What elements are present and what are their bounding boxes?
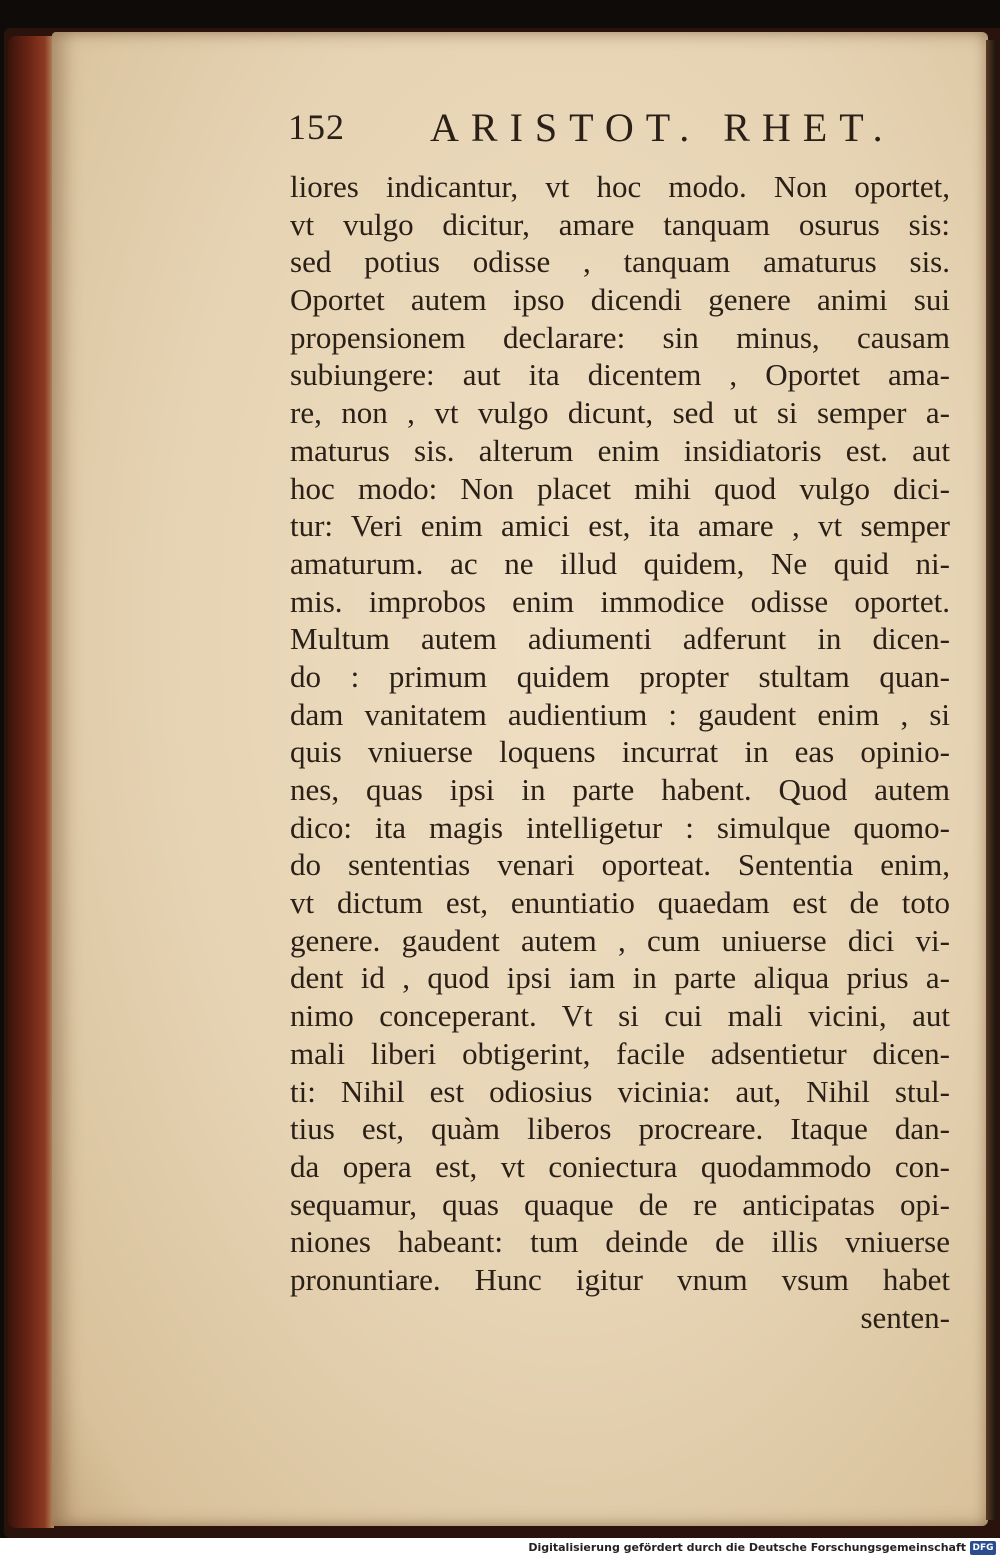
- text-line: liores indicantur, vt hoc modo. Non oportet,: [290, 169, 950, 204]
- page-number: 152: [288, 107, 345, 147]
- text-line: maturus sis. alterum enim insidiatoris est. aut: [290, 432, 950, 468]
- text-line: genere. gaudent autem , cum uniuerse dici vi-: [290, 922, 950, 958]
- text-line: sequamur, quas quaque de re anticipatas opi-: [290, 1186, 950, 1222]
- text-line: Oportet autem ipso dicendi genere animi sui: [290, 282, 950, 318]
- text-line: subiungere: aut ita dicentem , Oportet ama-: [290, 357, 950, 393]
- text-line: hoc modo: Non placet mihi quod vulgo dici-: [290, 470, 950, 506]
- text-line: mali liberi obtigerint, facile adsentietur dicen-: [290, 1035, 950, 1071]
- page-edge-left: [8, 36, 54, 1528]
- text-line: dam vanitatem audientium : gaudent enim , si: [290, 696, 950, 732]
- text-line: pronuntiare. Hunc igitur vnum vsum habet: [290, 1261, 950, 1297]
- text-line: sed potius odisse , tanquam amaturus sis.: [290, 244, 950, 280]
- text-line: do : primum quidem propter stultam quan-: [290, 658, 950, 694]
- text-line: vt dictum est, enuntiatio quaedam est de toto: [290, 885, 950, 921]
- text-line: propensionem declarare: sin minus, causam: [290, 319, 950, 355]
- text-line: ti: Nihil est odiosius vicinia: aut, Nihil stul-: [290, 1073, 950, 1109]
- dfg-logo-icon: DFG: [970, 1541, 996, 1555]
- catchword: senten-: [860, 1299, 950, 1335]
- text-line: da opera est, vt coniectura quodammodo con-: [290, 1148, 950, 1184]
- text-line: nimo conceperant. Vt si cui mali vicini, aut: [290, 998, 950, 1034]
- footer-bar: [0, 1538, 1000, 1559]
- page-edge-right: [986, 40, 996, 1520]
- text-line: nes, quas ipsi in parte habent. Quod autem: [290, 772, 950, 807]
- text-line: quis vniuerse loquens incurrat in eas opinio-: [290, 734, 950, 770]
- text-line: do sententias venari oporteat. Sententia enim,: [290, 847, 950, 883]
- text-line: niones habeant: tum deinde de illis vniuerse: [290, 1224, 950, 1260]
- text-line: mis. improbos enim immodice odisse oportet.: [290, 583, 950, 619]
- text-line: dent id , quod ipsi iam in parte aliqua prius a-: [290, 960, 950, 996]
- text-line: dico: ita magis intelligetur : simulque quomo-: [290, 809, 950, 845]
- text-line: amaturum. ac ne illud quidem, Ne quid ni-: [290, 545, 950, 581]
- text-line: Multum autem adiumenti adferunt in dicen-: [290, 621, 950, 657]
- text-line: re, non , vt vulgo dicunt, sed ut si semper a-: [290, 395, 950, 431]
- text-line: vt vulgo dicitur, amare tanquam osurus sis:: [290, 206, 950, 242]
- text-line: tur: Veri enim amici est, ita amare , vt semper: [290, 508, 950, 544]
- funding-notice: Digitalisierung gefördert durch die Deutsche Forschungsgemeinschaft: [528, 1541, 966, 1554]
- page-header: [288, 100, 948, 160]
- text-line: tius est, quàm liberos procreare. Itaque dan-: [290, 1111, 950, 1147]
- running-head: ARISTOT. RHET.: [430, 105, 895, 150]
- body-text: [290, 168, 950, 1336]
